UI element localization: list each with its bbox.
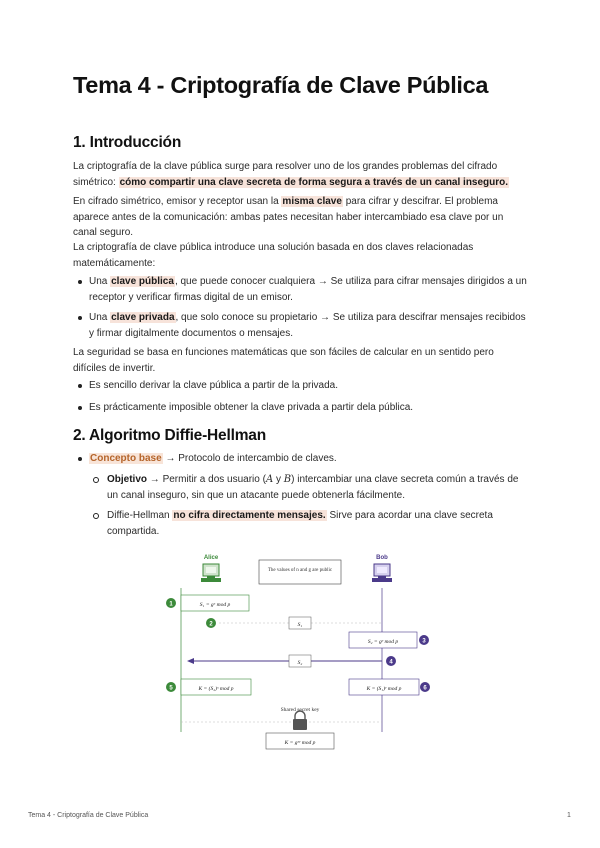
step-number: 4 (389, 659, 393, 666)
alice-computer-icon (201, 564, 221, 582)
bob-label: Bob (376, 555, 388, 561)
paragraph-text: En cifrado simétrico, emisor y receptor usan la (73, 196, 282, 207)
highlight-text: misma clave (282, 196, 342, 207)
shared-key-label: Shared secret key (280, 707, 320, 713)
keys-list (73, 274, 528, 341)
list-item: Objetivo → Permitir a dos usuario (A y B) intercambiar una clave secreta común a través de un canal inseguro, sin que un atacante puede obtenerla fácilmente. (73, 472, 528, 503)
paragraph-text: La criptografía de la clave pública surge para resolver uno de los grandes problemas del cifrado simétrico: (73, 161, 498, 188)
paragraph-public-key: La criptografía de clave pública introduce una solución basada en dos claves relacionadas matemáticamente: (73, 242, 474, 269)
step-number: 1 (169, 601, 173, 608)
s2-message: S₂ (297, 660, 303, 666)
footer-title: Tema 4 - Criptografía de Clave Pública (28, 812, 149, 819)
list-item: Diffie-Hellman no cifra directamente mensajes. Sirve para acordar una clave secreta compartida. (73, 508, 528, 539)
bob-computer-icon (372, 564, 392, 582)
lock-icon (293, 711, 307, 730)
list-item: Es prácticamente imposible obtener la clave privada a partir dela pública. (73, 400, 528, 416)
step-number: 3 (422, 638, 426, 645)
step-number: 2 (209, 621, 213, 628)
dh-sublist (73, 472, 528, 539)
list-item: Es sencillo derivar la clave pública a partir de la privada. (73, 378, 528, 394)
section-2-heading: 2. Algoritmo Diffie-Hellman (73, 427, 266, 444)
list-item: Una clave pública, que puede conocer cualquiera → Se utiliza para cifrar mensajes dirigidos a un receptor y verificar firmas digital de un emisor. (73, 274, 528, 305)
s1-formula: S₁ = gˣ mod p (199, 602, 231, 608)
alice-label: Alice (203, 555, 219, 561)
s2-formula: S₂ = gʸ mod p (367, 639, 399, 645)
highlight-text: no cifra directamente mensajes. (173, 510, 326, 521)
diffie-hellman-diagram (163, 550, 445, 756)
highlight-text: cómo compartir una clave secreta de forma segura a través de un canal inseguro. (119, 176, 509, 188)
step-number: 5 (169, 685, 173, 692)
highlight-text: Concepto base (90, 453, 162, 464)
paragraph-security: La seguridad se basa en funciones matemáticas que son fáciles de calcular en un sentido pero difíciles de invertir. (73, 347, 494, 374)
k-alice-formula: K = (S₂)ˣ mod p (198, 686, 234, 692)
arrow-head-icon (187, 658, 194, 664)
k-bob-formula: K = (S₁)ʸ mod p (366, 686, 402, 692)
security-list (73, 378, 528, 415)
paragraph-text: para cifrar y descifrar. El problema aparece antes de la comunicación: ambas pates necesitan haber intercambiado esa clave por un canal seguro. (73, 196, 504, 238)
paragraph-intro (73, 159, 528, 190)
s1-message: S₁ (297, 622, 303, 628)
list-item: Una clave privada, que solo conoce su propietario → Se utiliza para descifrar mensajes recibidos y firmar digitalmente documentos o mensajes. (73, 310, 528, 341)
k-final-formula: K = gˣʸ mod p (284, 740, 316, 746)
step-number: 6 (423, 685, 427, 692)
paragraph-symmetric (73, 194, 528, 241)
page-number: 1 (567, 812, 571, 819)
list-item: Concepto base → Protocolo de intercambio de claves. (73, 451, 528, 467)
highlight-text: clave pública (111, 276, 174, 287)
section-1-heading: 1. Introducción (73, 134, 182, 151)
page-title: Tema 4 - Criptografía de Clave Pública (73, 72, 489, 98)
dh-list (73, 451, 528, 467)
highlight-text: clave privada (111, 312, 175, 323)
note-text: The values of n and g are public (267, 568, 333, 573)
